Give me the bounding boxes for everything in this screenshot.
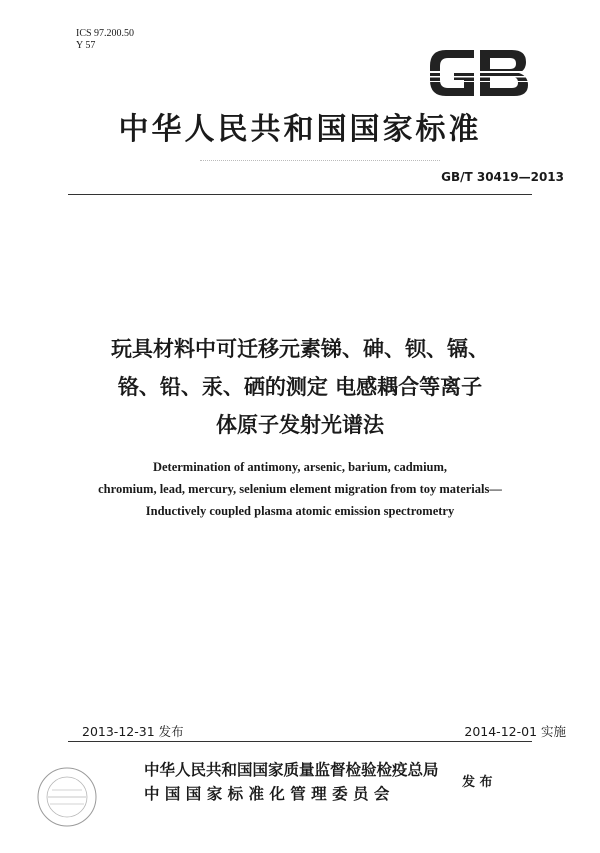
title-en-line: chromium, lead, mercury, selenium element migration from toy materials—: [98, 482, 502, 496]
issue-date: 2013-12-31 发布: [82, 724, 184, 739]
org-title: 中华人民共和国国家标准: [118, 112, 482, 147]
title-en: [0, 456, 600, 522]
issuer-line: 中 国 国 家 标 准 化 管 理 委 员 会: [144, 785, 390, 803]
title-cn-line: 铬、铅、汞、硒的测定 电感耦合等离子: [117, 375, 483, 399]
title-cn-line: 玩具材料中可迁移元素锑、砷、钡、镉、: [111, 337, 489, 361]
dotted-divider: [200, 160, 440, 161]
top-rule: [68, 194, 532, 195]
title-en-line: Inductively coupled plasma atomic emission spectrometry: [145, 504, 455, 518]
ics-code: ICS 97.200.50: [76, 28, 135, 39]
stamp-seal: [36, 766, 98, 828]
gb-logo: [424, 42, 532, 104]
implement-date: 2014-12-01 实施: [464, 724, 566, 739]
classification-codes: [76, 28, 134, 52]
issuing-authorities: [144, 758, 439, 806]
title-en-line: Determination of antimony, arsenic, barium, cadmium,: [152, 460, 448, 474]
standard-number: GB/T 30419—2013: [441, 170, 564, 184]
title-cn: [0, 330, 600, 444]
bottom-rule: [68, 741, 532, 742]
title-cn-line: 体原子发射光谱法: [216, 413, 384, 437]
release-label: 发 布: [462, 775, 493, 790]
ccs-code: Y 57: [76, 40, 96, 51]
issuer-line: 中华人民共和国国家质量监督检验检疫总局: [144, 761, 439, 779]
